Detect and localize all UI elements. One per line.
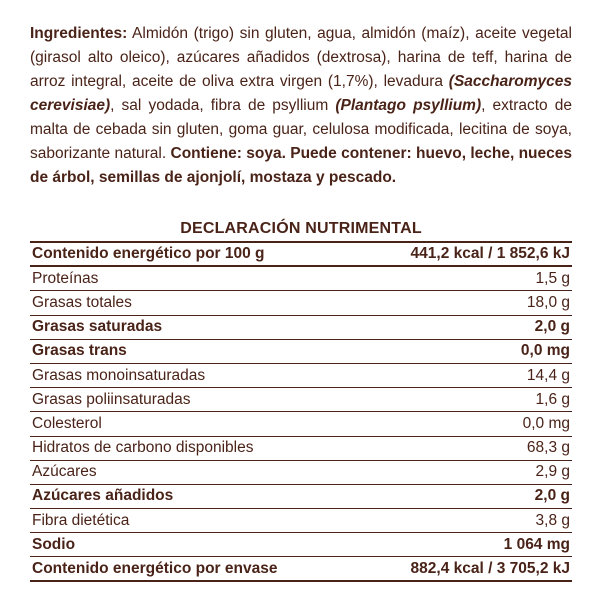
nutrition-title: DECLARACIÓN NUTRIMENTAL — [180, 220, 422, 237]
ingredients-text-1: Almidón (trigo) sin gluten, agua, almidón (maíz), aceite vegetal (girasol alto oleico), azúcares añadidos (dextrosa), harina de teff, harina de arroz integral, aceite de oliva extra virgen (1,7%), levadura — [30, 25, 572, 90]
row-value: 14,4 g — [526, 366, 570, 384]
table-row — [30, 388, 572, 412]
table-row — [30, 533, 572, 557]
table-row — [30, 461, 572, 485]
row-label: Azúcares — [32, 463, 97, 481]
row-value: 2,0 g — [534, 318, 570, 336]
table-row — [30, 437, 572, 461]
row-value: 0,0 mg — [520, 342, 570, 360]
row-label: Sodio — [32, 535, 76, 553]
ingredients-text-2: , sal yodada, fibra de psyllium — [110, 97, 336, 114]
table-row — [30, 243, 572, 267]
row-value: 2,9 g — [535, 463, 570, 481]
row-label: Proteínas — [32, 269, 99, 287]
row-value: 1 064 mg — [503, 535, 570, 553]
ingredients-italic-1: (Saccharomyces cerevisiae) — [30, 73, 572, 114]
row-value: 1,5 g — [535, 269, 570, 287]
table-row — [30, 364, 572, 388]
row-label: Hidratos de carbono disponibles — [32, 439, 254, 457]
row-value: 441,2 kcal / 1 852,6 kJ — [410, 245, 570, 263]
table-row — [30, 340, 572, 364]
row-label: Grasas trans — [32, 342, 127, 360]
row-value: 1,6 g — [535, 390, 570, 408]
row-label: Azúcares añadidos — [32, 487, 174, 505]
table-row — [30, 509, 572, 533]
row-label: Fibra dietética — [32, 511, 130, 529]
ingredients-text-3: , extracto de malta de cebada sin gluten, goma guar, celulosa modificada, lecitina de soya, saborizante natural. — [30, 97, 572, 162]
table-row — [30, 316, 572, 340]
row-label: Contenido energético por envase — [32, 559, 278, 577]
table-row — [30, 267, 572, 291]
row-value: 2,0 g — [534, 487, 570, 505]
row-value: 3,8 g — [535, 511, 570, 529]
table-row — [30, 291, 572, 315]
row-label: Grasas monoinsaturadas — [32, 366, 206, 384]
allergen-statement: Contiene: soya. Puede contener: huevo, leche, nueces de árbol, semillas de ajonjolí, mostaza y pescado. — [30, 145, 573, 186]
table-row — [30, 557, 572, 581]
row-value: 68,3 g — [526, 439, 570, 457]
row-label: Grasas totales — [32, 293, 132, 311]
table-row — [30, 412, 572, 436]
row-label: Grasas poliinsaturadas — [32, 390, 191, 408]
row-value: 882,4 kcal / 3 705,2 kJ — [410, 559, 570, 577]
ingredients-paragraph — [30, 22, 572, 190]
ingredients-italic-2: (Plantago psyllium) — [335, 97, 482, 114]
row-label: Contenido energético por 100 g — [32, 245, 265, 263]
nutrition-table — [30, 241, 572, 582]
table-row — [30, 485, 572, 509]
row-label: Colesterol — [32, 414, 102, 432]
row-value: 18,0 g — [526, 293, 570, 311]
ingredients-label: Ingredientes: — [30, 25, 128, 42]
row-value: 0,0 mg — [522, 414, 570, 432]
row-label: Grasas saturadas — [32, 318, 163, 336]
